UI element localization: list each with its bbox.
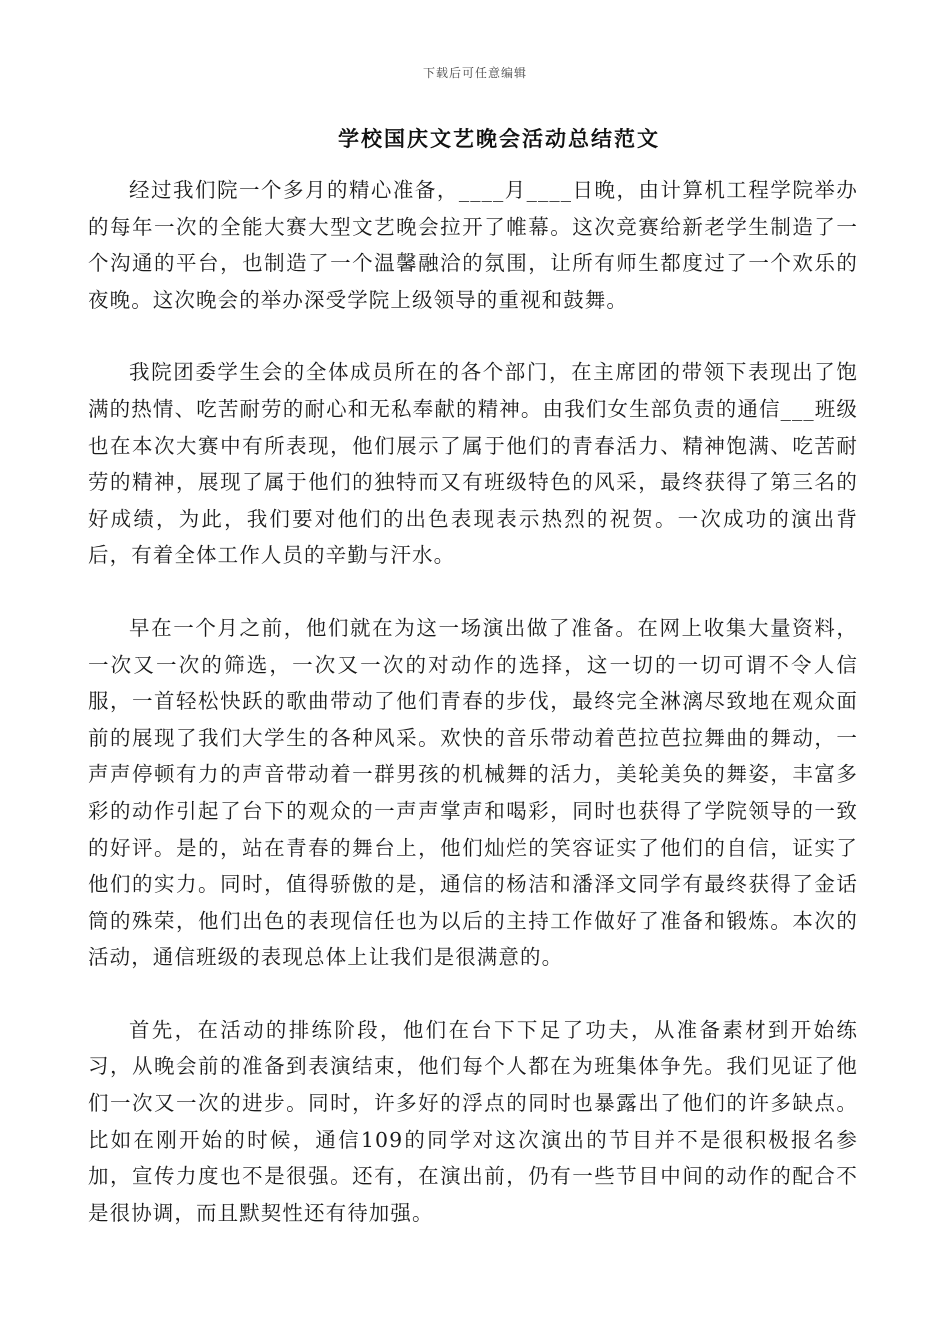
document-title: 学校国庆文艺晚会活动总结范文 bbox=[338, 126, 660, 151]
paragraph-1: 经过我们院一个多月的精心准备，____月____日晚，由计算机工程学院举办的每年一次的全能大赛大型文艺晚会拉开了帷幕。这次竞赛给新老学生制造了一个沟通的平台，也制造了一个温馨融洽的氛围，让所有师生都度过了一个欢乐的夜晚。这次晚会的举办深受学院上级领导的重视和鼓舞。 bbox=[88, 178, 858, 312]
header-note: 下载后可任意编辑 bbox=[422, 66, 527, 80]
paragraph-4: 首先，在活动的排练阶段，他们在台下下足了功夫，从准备素材到开始练习，从晚会前的准备到表演结束，他们每个人都在为班集体争先。我们见证了他们一次又一次的进步。同时，许多好的浮点的同时也暴露出了他们的许多缺点。比如在刚开始的时候，通信109的同学对这次演出的节目并不是很积极报名参加，宣传力度也不是很强。还有，在演出前，仍有一些节目中间的动作的配合不是很协调，而且默契性还有待加强。 bbox=[88, 1017, 858, 1225]
paragraph-3: 早在一个月之前，他们就在为这一场演出做了准备。在网上收集大量资料，一次又一次的筛选，一次又一次的对动作的选择，这一切的一切可谓不令人信服，一首轻松快跃的歌曲带动了他们青春的步伐，最终完全淋漓尽致地在观众面前的展现了我们大学生的各种风采。欢快的音乐带动着芭拉芭拉舞曲的舞动，一声声停顿有力的声音带动着一群男孩的机械舞的活力，美轮美奂的舞姿，丰富多彩的动作引起了台下的观众的一声声掌声和喝彩，同时也获得了学院领导的一致的好评。是的，站在青春的舞台上，他们灿烂的笑容证实了他们的自信，证实了他们的实力。同时，值得骄傲的是，通信的杨洁和潘泽文同学有最终获得了金话筒的殊荣，他们出色的表现信任也为以后的主持工作做好了准备和锻炼。本次的活动，通信班级的表现总体上让我们是很满意的。 bbox=[88, 615, 858, 970]
document-body bbox=[88, 172, 858, 1267]
paragraph-2: 我院团委学生会的全体成员所在的各个部门，在主席团的带领下表现出了饱满的热情、吃苦耐劳的耐心和无私奉献的精神。由我们女生部负责的通信___班级也在本次大赛中有所表现，他们展示了属于他们的青春活力、精神饱满、吃苦耐劳的精神，展现了属于他们的独特而又有班级特色的风采，最终获得了第三名的好成绩，为此，我们要对他们的出色表现表示热烈的祝贺。一次成功的演出背后，有着全体工作人员的辛勤与汗水。 bbox=[88, 360, 858, 568]
